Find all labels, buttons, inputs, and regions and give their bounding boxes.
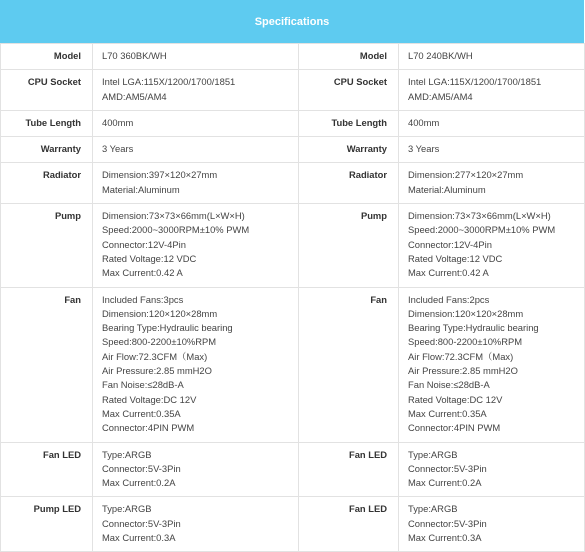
spec-value-line: Speed:2000~3000RPM±10% PWM xyxy=(408,224,556,236)
spec-label: Tube Length xyxy=(299,110,399,136)
spec-value-line: AMD:AM5/AM4 xyxy=(408,90,473,102)
spec-value-line: Intel LGA:115X/1200/1700/1851 xyxy=(408,76,542,88)
spec-value-line: 3 Years xyxy=(408,143,440,155)
spec-row xyxy=(1,497,585,552)
spec-value-line: Max Current:0.3A xyxy=(408,532,482,544)
spec-value xyxy=(399,137,585,163)
spec-row xyxy=(1,137,585,163)
spec-value-line: Air Flow:72.3CFM（Max) xyxy=(408,350,514,362)
spec-label: Pump xyxy=(299,204,399,287)
spec-value xyxy=(399,44,585,70)
spec-label: CPU Socket xyxy=(1,70,93,111)
spec-value-line: Type:ARGB xyxy=(408,503,458,515)
specifications-header xyxy=(0,0,584,43)
spec-row xyxy=(1,44,585,70)
spec-value-line: Speed:2000~3000RPM±10% PWM xyxy=(102,224,250,236)
spec-value-line: Speed:800-2200±10%RPM xyxy=(408,336,523,348)
spec-label: Model xyxy=(299,44,399,70)
spec-value-line: Dimension:277×120×27mm xyxy=(408,169,524,181)
spec-value-line: Connector:5V-3Pin xyxy=(408,517,487,529)
spec-value-line: Rated Voltage:DC 12V xyxy=(102,393,197,405)
spec-row xyxy=(1,204,585,287)
spec-label: Pump LED xyxy=(1,497,93,552)
spec-label: Pump xyxy=(1,204,93,287)
spec-value-line: Bearing Type:Hydraulic bearing xyxy=(102,322,233,334)
spec-value-line: Bearing Type:Hydraulic bearing xyxy=(408,322,539,334)
spec-label: Fan xyxy=(1,287,93,442)
spec-value-line: Max Current:0.42 A xyxy=(102,267,183,279)
spec-label: Fan LED xyxy=(1,442,93,497)
spec-value-line: Fan Noise:≤28dB-A xyxy=(102,379,184,391)
spec-value xyxy=(93,44,299,70)
spec-value-line: Max Current:0.35A xyxy=(102,407,181,419)
specifications-table-body xyxy=(1,44,585,552)
spec-value-line: Air Pressure:2.85 mmH2O xyxy=(408,365,518,377)
spec-value-line: Connector:12V-4Pin xyxy=(408,238,492,250)
spec-value-line: Type:ARGB xyxy=(408,448,458,460)
spec-label: Radiator xyxy=(1,163,93,204)
spec-value-line: Included Fans:2pcs xyxy=(408,293,490,305)
spec-value-line: Dimension:73×73×66mm(L×W×H) xyxy=(408,210,551,222)
spec-value xyxy=(399,70,585,111)
spec-value-line: Rated Voltage:12 VDC xyxy=(408,252,503,264)
specifications-table xyxy=(0,43,585,552)
spec-value xyxy=(93,137,299,163)
spec-value-line: Rated Voltage:12 VDC xyxy=(102,252,197,264)
spec-value-line: Max Current:0.35A xyxy=(408,407,487,419)
spec-value-line: Connector:4PIN PWM xyxy=(102,422,195,434)
spec-value xyxy=(399,287,585,442)
spec-value xyxy=(93,70,299,111)
spec-label: Warranty xyxy=(299,137,399,163)
spec-row xyxy=(1,287,585,442)
spec-value-line: 3 Years xyxy=(102,143,134,155)
spec-value xyxy=(93,163,299,204)
spec-value-line: Air Pressure:2.85 mmH2O xyxy=(102,365,212,377)
spec-value-line: Connector:12V-4Pin xyxy=(102,238,186,250)
spec-value xyxy=(399,204,585,287)
spec-value-line: Included Fans:3pcs xyxy=(102,293,184,305)
spec-value xyxy=(399,110,585,136)
spec-value-line: L70 360BK/WH xyxy=(102,50,167,61)
spec-label: Fan LED xyxy=(299,442,399,497)
spec-value-line: Intel LGA:115X/1200/1700/1851 xyxy=(102,76,236,88)
spec-value-line: Dimension:397×120×27mm xyxy=(102,169,218,181)
spec-value-line: Type:ARGB xyxy=(102,448,152,460)
spec-value xyxy=(399,497,585,552)
spec-label: Warranty xyxy=(1,137,93,163)
spec-value-line: Air Flow:72.3CFM（Max) xyxy=(102,350,208,362)
spec-value-line: Dimension:120×120×28mm xyxy=(408,307,524,319)
spec-label: Fan LED xyxy=(299,497,399,552)
spec-row xyxy=(1,163,585,204)
spec-value-line: Dimension:120×120×28mm xyxy=(102,307,218,319)
spec-value xyxy=(93,287,299,442)
spec-value xyxy=(93,497,299,552)
spec-value-line: Max Current:0.3A xyxy=(102,532,176,544)
spec-row xyxy=(1,70,585,111)
spec-value-line: Rated Voltage:DC 12V xyxy=(408,393,503,405)
spec-value-line: 400mm xyxy=(102,116,134,128)
spec-value xyxy=(399,163,585,204)
spec-row xyxy=(1,442,585,497)
spec-value-line: Connector:4PIN PWM xyxy=(408,422,501,434)
spec-value-line: Material:Aluminum xyxy=(102,183,180,195)
spec-value xyxy=(93,204,299,287)
spec-value-line: Type:ARGB xyxy=(102,503,152,515)
spec-value-line: Dimension:73×73×66mm(L×W×H) xyxy=(102,210,245,222)
spec-value xyxy=(93,442,299,497)
spec-value-line: AMD:AM5/AM4 xyxy=(102,90,167,102)
spec-label: Tube Length xyxy=(1,110,93,136)
spec-row xyxy=(1,110,585,136)
spec-value-line: L70 240BK/WH xyxy=(408,50,473,61)
spec-label: Model xyxy=(1,44,93,70)
spec-value-line: Connector:5V-3Pin xyxy=(102,462,181,474)
spec-value-line: Connector:5V-3Pin xyxy=(102,517,181,529)
spec-value-line: Max Current:0.42 A xyxy=(408,267,489,279)
spec-label: CPU Socket xyxy=(299,70,399,111)
spec-value-line: Fan Noise:≤28dB-A xyxy=(408,379,490,391)
spec-value xyxy=(93,110,299,136)
page-title: Specifications xyxy=(254,15,330,28)
spec-value-line: Max Current:0.2A xyxy=(102,477,176,489)
spec-value-line: Speed:800-2200±10%RPM xyxy=(102,336,217,348)
spec-value xyxy=(399,442,585,497)
spec-value-line: Max Current:0.2A xyxy=(408,477,482,489)
spec-value-line: Material:Aluminum xyxy=(408,183,486,195)
spec-label: Radiator xyxy=(299,163,399,204)
spec-value-line: 400mm xyxy=(408,116,440,128)
spec-label: Fan xyxy=(299,287,399,442)
spec-value-line: Connector:5V-3Pin xyxy=(408,462,487,474)
